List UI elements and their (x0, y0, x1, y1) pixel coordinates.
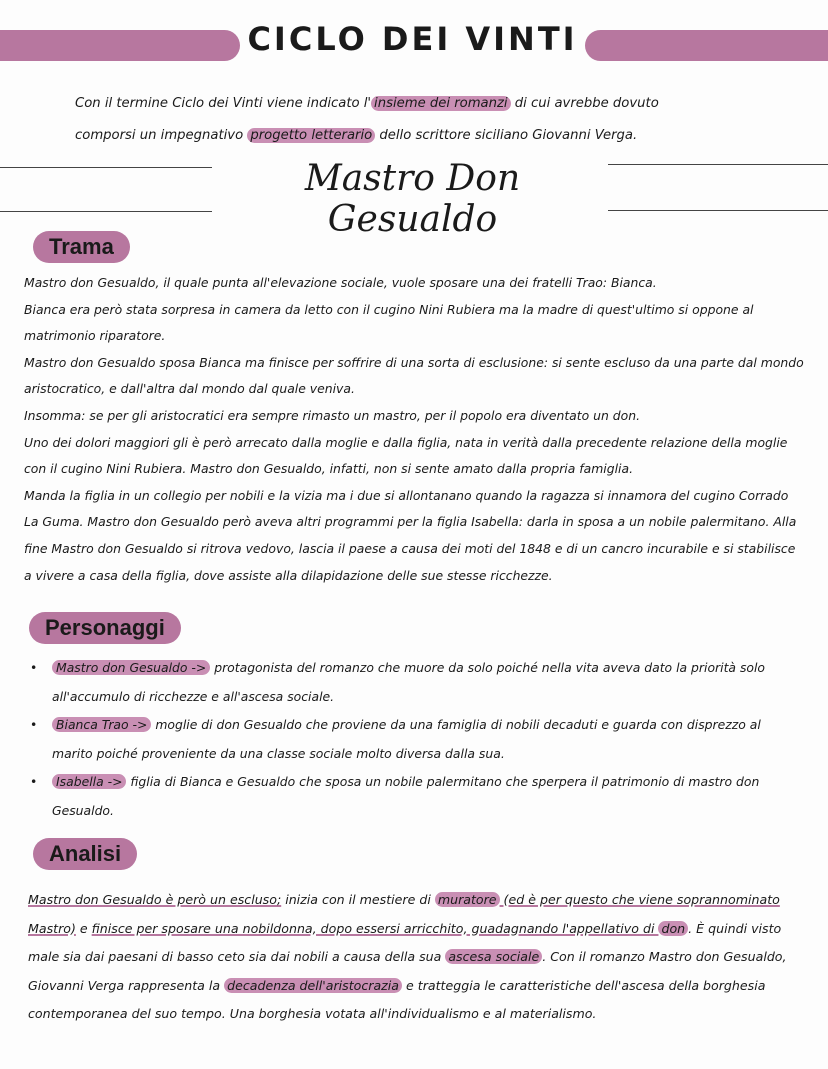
title-bar-left (0, 30, 240, 61)
bullet: • (30, 660, 38, 675)
subtitle-rule (0, 211, 212, 212)
analisi-highlight: don (658, 921, 688, 936)
personaggi-list (26, 654, 796, 825)
trama-heading: Trama (33, 231, 130, 263)
analisi-highlight: muratore (435, 892, 500, 907)
list-item (26, 711, 796, 768)
analisi-text: Mastro don Gesualdo è però un escluso; (28, 892, 282, 907)
analisi-highlight: ascesa sociale (445, 949, 542, 964)
analisi-text: inizia con il mestiere di (281, 892, 435, 907)
title-bar-right (585, 30, 828, 61)
analisi-text: . Con il romanzo Mastro don Gesualdo, Giovanni Verga rappresenta la (28, 949, 787, 993)
trama-line: Insomma: se per gli aristocratici era sempre rimasto un mastro, per il popolo era diventato un don. (24, 407, 641, 423)
section-subtitle: Mastro Don Gesualdo (304, 158, 521, 240)
trama-line: Manda la figlia in un collegio per nobili e la vizia ma i due si allontanano quando la ragazza si innamora del cugino Corrado La Guma. Mastro don Gesualdo però aveva altri programmi per la figlia Isabella: darla in sposa a un nobile palermitano. Alla fine Mastro don Gesualdo si ritrova vedovo, lascia il paese a causa dei moti del 1848 e di un cancro incurabile e si stabilisce a vivere a casa della figlia, dove assiste alla dilapidazione delle sue stesse ricchezze. (24, 487, 797, 583)
analisi-text: e tratteggia le caratteristiche dell'ascesa della borghesia contemporanea del suo tempo. Una borghesia votata all'individualismo e al materialismo. (28, 977, 766, 1021)
character-name: Mastro don Gesualdo -> (52, 660, 210, 675)
character-desc: protagonista del romanzo che muore da solo poiché nella vita aveva dato la priorità solo all'accumulo di ricchezze e all'ascesa sociale. (52, 660, 766, 704)
trama-line: Mastro don Gesualdo, il quale punta all'elevazione sociale, vuole sposare una dei fratelli Trao: Bianca. (24, 275, 657, 290)
subtitle-rule (608, 164, 828, 165)
subtitle-rule (0, 167, 212, 168)
list-item (26, 768, 796, 825)
page-title: CICLO DEI VINTI (247, 20, 578, 58)
intro-text: dello scrittore siciliano Giovanni Verga. (375, 128, 638, 143)
bullet: • (30, 717, 38, 732)
bullet: • (30, 774, 38, 789)
subtitle-rule (608, 210, 828, 211)
intro-highlight-1: insieme dei romanzi (371, 96, 511, 111)
intro-text: Con il termine Ciclo dei Vinti viene indicato l' (75, 96, 372, 111)
analisi-text: . È quindi visto male sia dai paesani di basso ceto sia dai nobili a causa della sua (28, 920, 782, 964)
analisi-heading: Analisi (33, 838, 137, 870)
trama-line: Uno dei dolori maggiori gli è però arrecato dalla moglie e dalla figlia, nata in verità dalla precedente relazione della moglie con il cugino Nini Rubiera. Mastro don Gesualdo, infatti, non si sente amato dalla propria famiglia. (24, 434, 788, 477)
analisi-text: finisce per sposare una nobildonna, dopo essersi arricchito, guadagnando l'appellativo di (91, 920, 659, 936)
trama-line: Bianca era però stata sorpresa in camera da letto con il cugino Nini Rubiera ma la madre di quest'ultimo si oppone al matrimonio riparatore. (24, 301, 754, 344)
trama-line: Mastro don Gesualdo sposa Bianca ma finisce per soffrire di una sorta di esclusione: si sente escluso da una parte dal mondo aristocratico, e dall'altra dal mondo dal quale veniva. (24, 354, 804, 397)
intro-text: di cui avrebbe dovuto (510, 96, 659, 111)
character-name: Isabella -> (52, 774, 126, 789)
intro-highlight-2: progetto letterario (247, 128, 375, 143)
analisi-text: e (75, 920, 92, 936)
analisi-text: (ed è per questo che viene soprannominato Mastro) (28, 892, 780, 936)
personaggi-heading: Personaggi (29, 612, 181, 644)
character-desc: figlia di Bianca e Gesualdo che sposa un nobile palermitano che sperpera il patrimonio di mastro don Gesualdo. (52, 774, 760, 818)
analisi-highlight: decadenza dell'aristocrazia (224, 978, 402, 993)
list-item (26, 654, 796, 711)
trama-body (24, 270, 804, 589)
intro-paragraph (75, 88, 765, 152)
intro-text: comporsi un impegnativo (75, 128, 248, 143)
character-name: Bianca Trao -> (52, 717, 151, 732)
character-desc: moglie di don Gesualdo che proviene da una famiglia di nobili decaduti e guarda con disprezzo al marito poiché proveniente da una classe sociale molto diversa dalla sua. (52, 717, 761, 761)
analisi-paragraph (28, 886, 788, 1029)
